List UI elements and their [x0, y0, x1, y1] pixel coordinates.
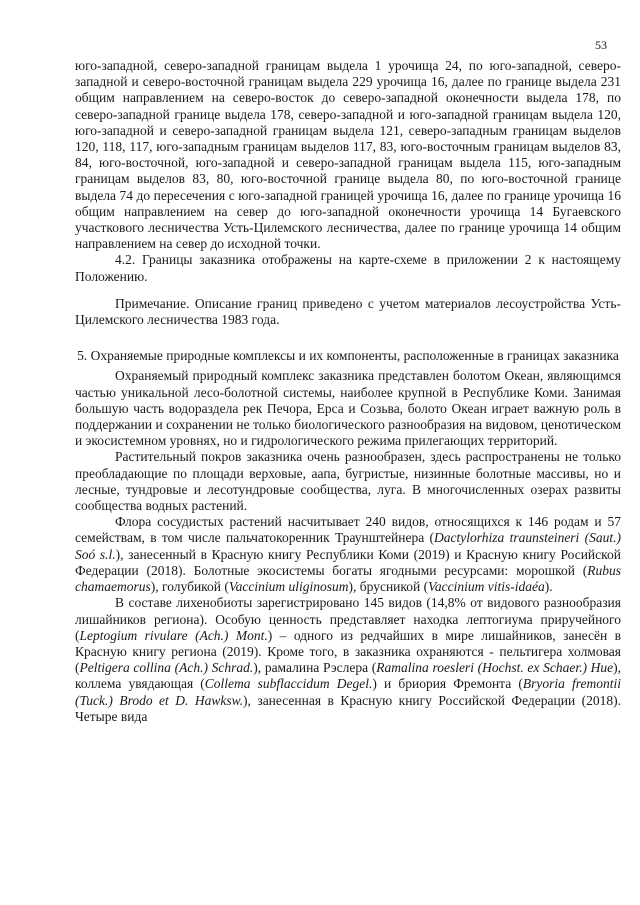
- lichens-paragraph: В составе лихенобиоты зарегистрировано 145 видов (14,8% от видового разнообразия лишайников региона). Особую ценность представляет находка лептогиума приручейного (Leptogium rivulare (Ach.) Mont.) – одного из редчайших в мире лишайников, занесён в Красную книгу региона (2019). Кроме того, в заказника охраняются - пельтигера холмовая (Peltigera collina (Ach.) Schrad.), рамалина Рэслера (Ramalina roesleri (Hochst. ex Schaer.) Hue), коллема увядающая (Collema subflaccidum Degel.) и бриория Фремонта (Bryoria fremontii (Tuck.) Brodo et D. Hawksw.), занесенная в Красную книгу Российской Федерации (2018). Четыре вида: [75, 595, 622, 724]
- page-number: 53: [595, 38, 607, 52]
- document-body: [75, 58, 621, 725]
- note-paragraph: Примечание. Описание границ приведено с учетом материалов лесоустройства Усть-Цилемского лесничества 1983 года.: [75, 295, 621, 328]
- species-name: Rubus chamaemorus: [75, 562, 621, 595]
- species-name: Dactylorhiza traunsteineri (Saut.) Soó s.l.: [75, 530, 621, 562]
- section-5-title: 5. Охраняемые природные комплексы и их компоненты, расположенные в границах заказника: [77, 348, 619, 364]
- flora-paragraph: Флора сосудистых растений насчитывает 240 видов, относящихся к 146 родам и 57 семействам, в том числе пальчатокоренник Траунштейнера (Dactylorhiza traunsteineri (Saut.) Soó s.l.), занесенный в Красную книгу Республики Коми (2019) и Красную книгу Росийской Федерации (2018). Болотные экосистемы богаты ягодными ресурсами: морошкой (Rubus chamaemorus), голубикой (Vaccinium uliginosum), брусникой (Vaccinium vitis-idaéa).: [75, 514, 621, 595]
- species-name: Vaccinium uliginosum: [228, 579, 349, 595]
- species-name: Bryoria fremontii (Tuck.) Brodo et D. Hawksw.: [75, 676, 621, 708]
- species-name: Leptogium rivulare (Ach.) Mont.: [79, 627, 268, 643]
- protected-complex-paragraph: Охраняемый природный комплекс заказника представлен болотом Океан, являющимся частью уникальной лесо-болотной системы, наиболее крупной в Республике Коми. Занимая большую часть водораздела рек Печора, Ерса и Созьва, болото Океан играет важную роль в поддержании и сохранении не только биологического разнообразия на видовом, ценотическом и экосистемном уровнях, но и гидрологического режима прилегающих территорий.: [75, 368, 621, 449]
- boundary-description-paragraph: юго-западной, северо-западной границам выдела 1 урочища 24, по юго-западной, северо-западной и северо-восточной границам выдела 229 урочища 16, далее по границе выдела 231 общим направлением на северо-восток до северо-западной оконечности выдела 178, по северо-западной границе выдела 178, северо-западной и юго-западной границам выдела 120, юго-западной и северо-западной границам выдела 121, северо-западным границам выделов 120, 118, 117, юго-западным границам выделов 117, 83, юго-восточным границам выделов 83, 84, юго-восточной, юго-западной и северо-западной границам выдела 115, юго-западным границам выделов 83, 80, юго-восточной границе выдела 80, по юго-восточной границе выдела 74 до пересечения с юго-западной границей урочища 16, далее по границе урочища 16 общим направлением на север до юго-западной оконечности урочища 14 Бугаевского участкового лесничества Усть-Цилемского лесничества, далее по границе урочища 14 общим направлением на север до исходной точки.: [75, 58, 621, 252]
- species-name: Ramalina roesleri (Hochst. ex Schaer.) Hue: [376, 660, 614, 676]
- vegetation-paragraph: Растительный покров заказника очень разнообразен, здесь распространены не только преобладающие по площади верховые, аапа, бугристые, низинные болотные массивы, но и лесные, тундровые и лесотундровые сообщества, луга. В многочисленных озерах развиты сообщества водных растений.: [75, 449, 621, 514]
- species-name: Collema subflaccidum Degel.: [204, 676, 373, 692]
- species-name: Vaccinium vitis-idaéa: [428, 579, 545, 595]
- species-name: Peltigera collina (Ach.) Schrad.: [79, 660, 254, 676]
- boundaries-map-paragraph: 4.2. Границы заказника отображены на карте-схеме в приложении 2 к настоящему Положению.: [75, 252, 621, 284]
